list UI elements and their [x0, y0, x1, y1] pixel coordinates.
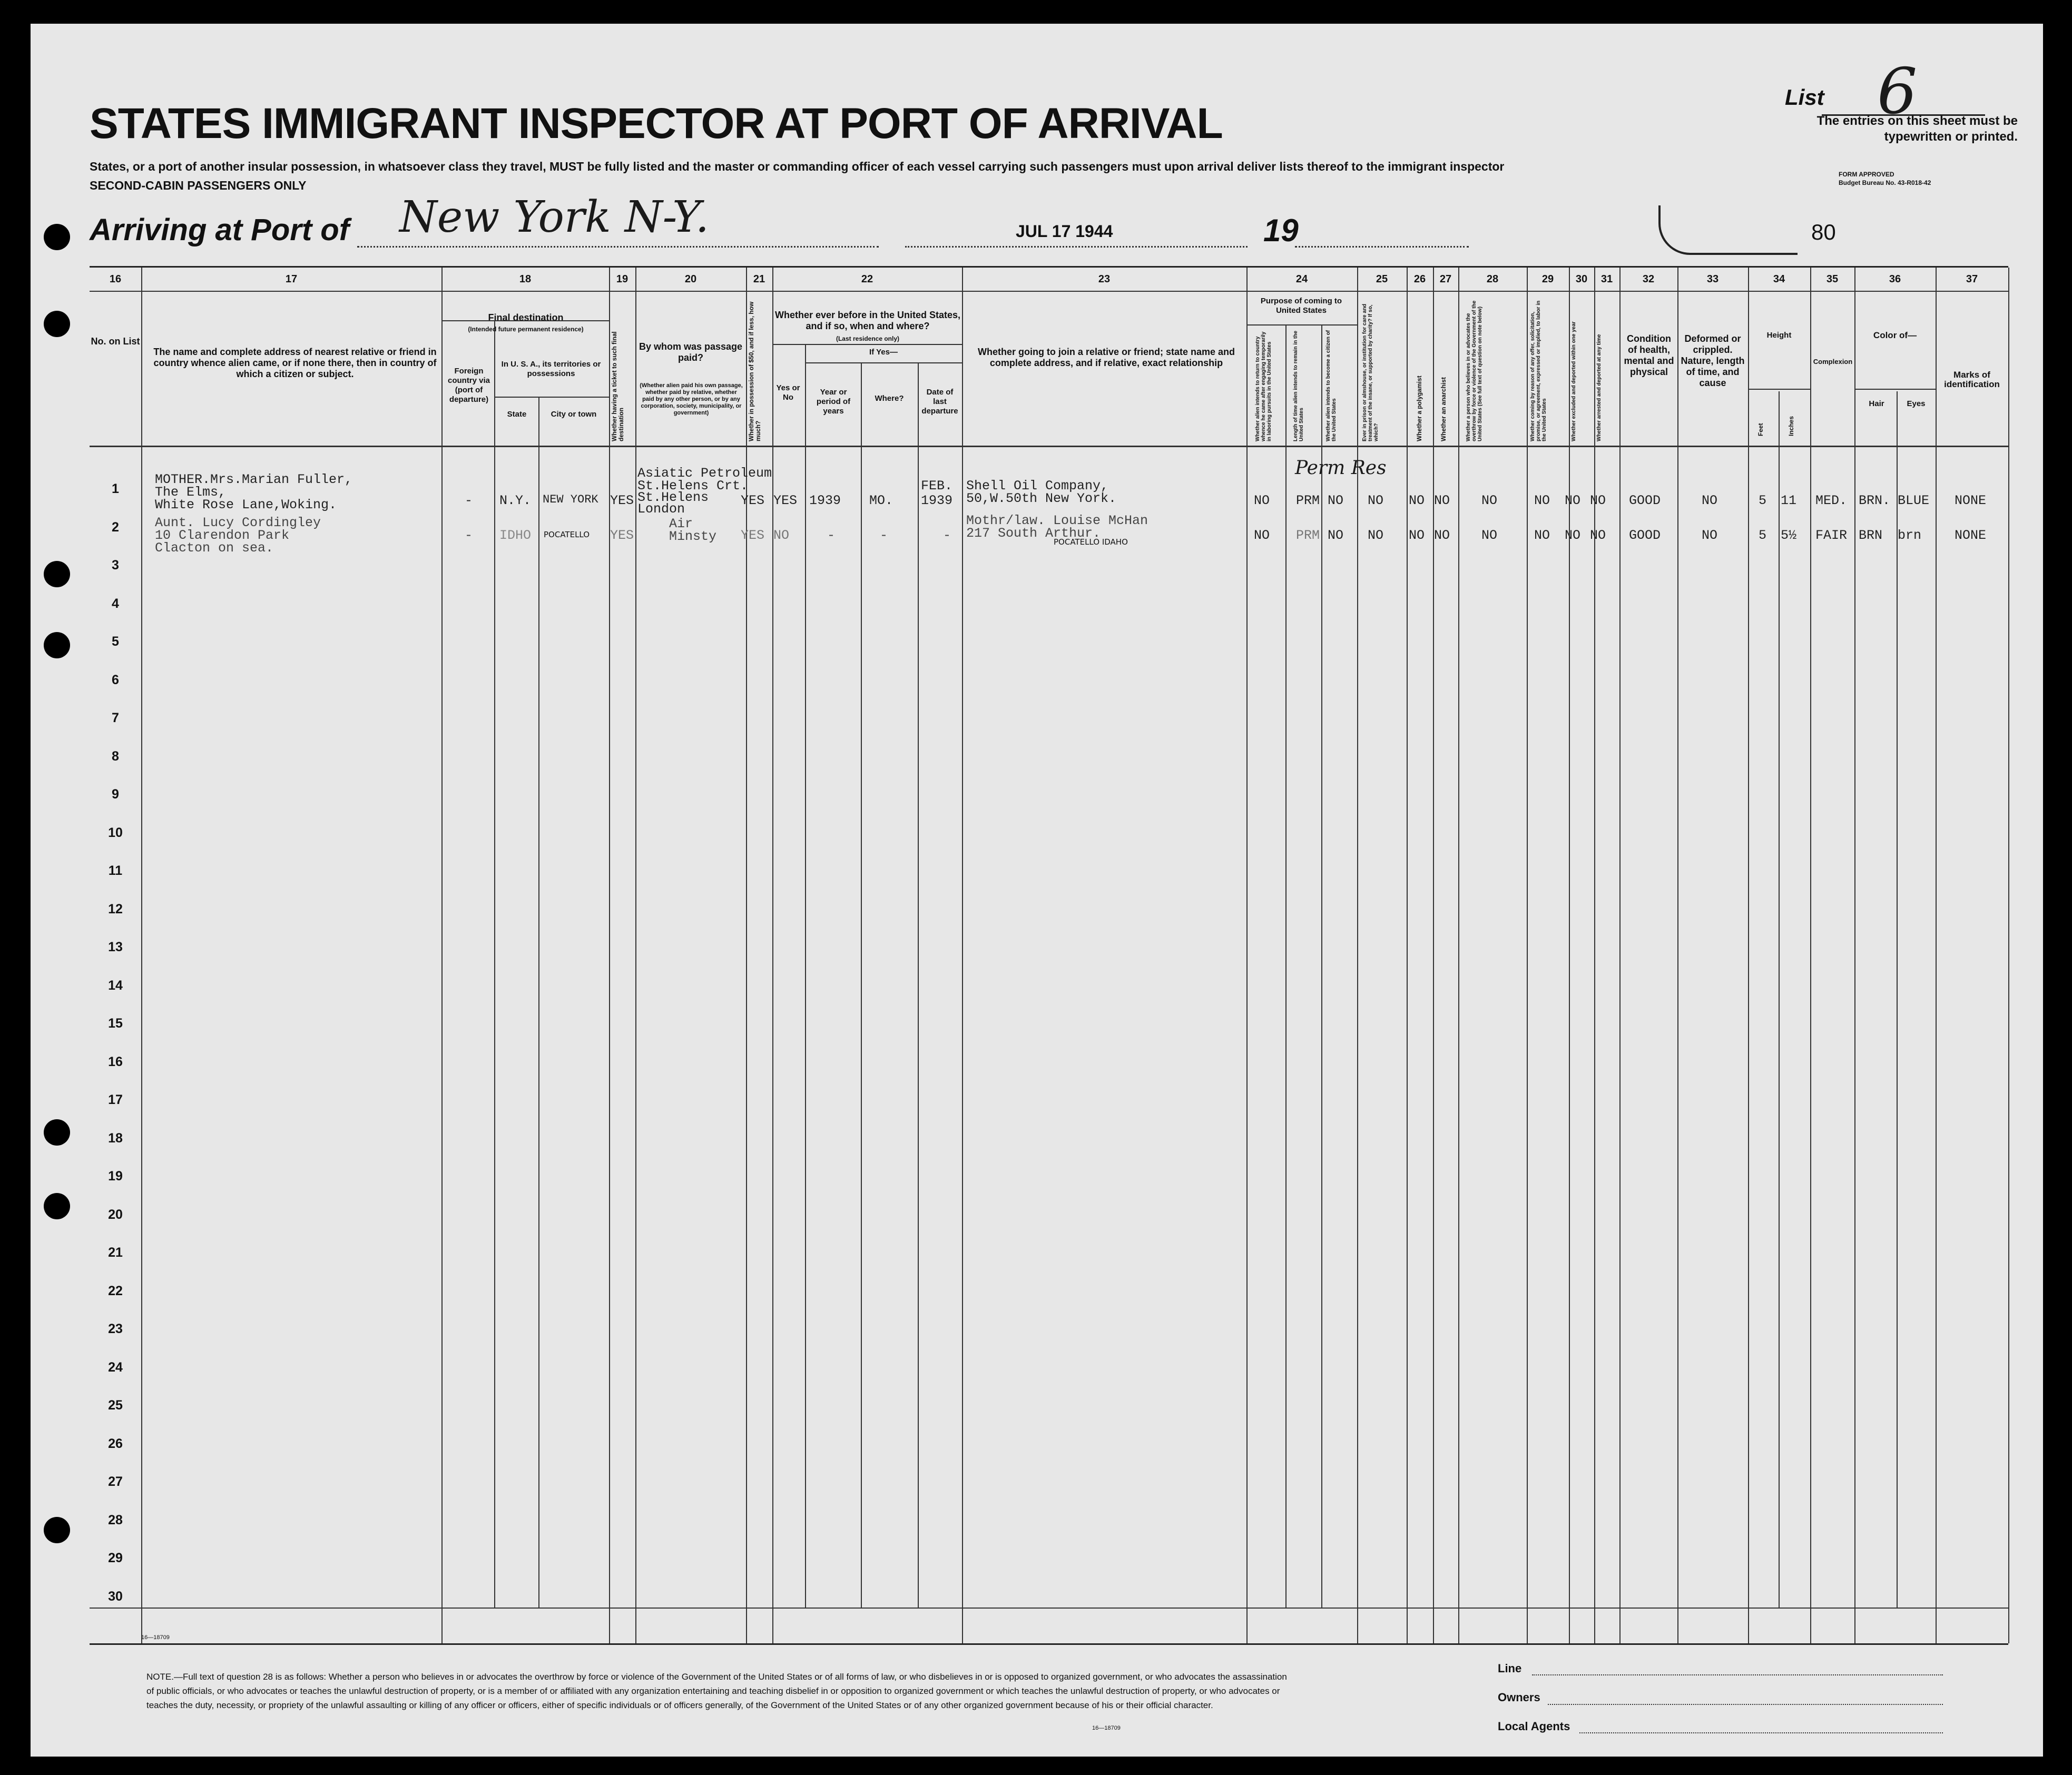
column-line — [1246, 268, 1248, 1643]
entry-2-joining-line-2: 217 South Arthur. — [966, 526, 1101, 541]
punch-hole — [44, 1517, 70, 1543]
entry-2-prison: NO — [1368, 528, 1384, 543]
hdr-passage-sub: (Whether alien paid his own passage, whether paid by relative, whether paid by any other person, or by any corporation, society, municipality, or government) — [640, 382, 743, 416]
entry-1-deformed: NO — [1702, 493, 1718, 508]
entry-1-purpose-handwritten: Perm Res — [1295, 457, 1387, 479]
date-stamp: JUL 17 1944 — [1016, 222, 1113, 241]
hdr-no-on-list: No. on List — [91, 336, 140, 347]
entry-1-q29: NO — [1534, 493, 1550, 508]
row-number: 27 — [108, 1474, 123, 1489]
entry-1-relative-line-2: The Elms, — [155, 485, 227, 500]
column-number: 16 — [109, 273, 122, 285]
pen-mark — [1658, 205, 1798, 255]
column-number: 28 — [1486, 273, 1499, 285]
form-code-table: 16—18709 — [141, 1634, 170, 1641]
port-value: New York N-Y. — [399, 192, 709, 242]
column-number: 30 — [1575, 273, 1588, 285]
entry-2-relative-line-1: Aunt. Lucy Cordingley — [155, 515, 321, 530]
entry-2-purpose-length: PRM — [1296, 528, 1320, 543]
entry-1-passage-line-2: St.Helens Crt. — [637, 478, 749, 494]
row-number: 12 — [108, 901, 123, 916]
row-number: 13 — [108, 940, 123, 954]
hdr-deformed: Deformed or crippled. Nature, length of time, and cause — [1681, 333, 1745, 388]
entry-2-marks: NONE — [1955, 528, 1987, 543]
punch-hole — [44, 632, 70, 658]
entry-2-foreign: - — [465, 528, 473, 543]
manifest-sheet — [31, 24, 2043, 1757]
row-number: 11 — [108, 863, 123, 878]
entry-2-purpose-citizen: NO — [1328, 528, 1344, 543]
row-number: 7 — [112, 711, 119, 725]
entry-2-q31: NO — [1590, 528, 1606, 543]
entry-1-q30: NO — [1565, 493, 1581, 508]
entry-1-purpose-citizen: NO — [1328, 493, 1344, 508]
entry-2-purpose-return: NO — [1254, 528, 1270, 543]
local-agents-label: Local Agents — [1498, 1720, 1570, 1733]
form-approved — [1839, 170, 1931, 187]
entry-1-inches: 11 — [1781, 493, 1797, 508]
entry-1-city: NEW YORK — [543, 493, 598, 506]
list-label: List — [1785, 85, 1824, 110]
entry-1-eyes: BLUE — [1898, 493, 1930, 508]
port-line — [357, 246, 879, 248]
row-number: 16 — [108, 1054, 123, 1069]
entry-2-departure: - — [943, 528, 951, 543]
passenger-count: 80 — [1811, 220, 1836, 244]
arriving-label: Arriving at Port of — [90, 213, 350, 247]
hdr-marks: Marks of identification — [1944, 370, 2000, 389]
punch-hole — [44, 1193, 70, 1219]
class-note: SECOND-CABIN PASSENGERS ONLY — [90, 179, 307, 192]
entry-2-q28: NO — [1481, 528, 1498, 543]
entry-2-ticket: YES — [610, 528, 634, 543]
entry-1-departure-year: 1939 — [921, 493, 953, 508]
entry-1-complexion: MED. — [1815, 493, 1848, 508]
form-code-footer: 16—18709 — [1092, 1725, 1121, 1731]
hdr-health: Condition of health, mental and physical — [1624, 333, 1674, 377]
entry-1-relative-line-3: White Rose Lane,Woking. — [155, 497, 337, 512]
entry-1-passage-line-4: London — [637, 501, 685, 517]
column-line — [1569, 268, 1570, 1643]
entry-1-anarchist: NO — [1434, 493, 1450, 508]
entry-2-q29: NO — [1534, 528, 1550, 543]
header-sub-divider — [1246, 324, 1357, 326]
column-line — [635, 268, 636, 1643]
row-number: 10 — [108, 825, 123, 840]
column-number: 21 — [753, 273, 765, 285]
column-number: 32 — [1642, 273, 1655, 285]
row-number: 28 — [108, 1512, 123, 1527]
entry-2-health: GOOD — [1629, 528, 1661, 543]
punch-hole — [44, 224, 70, 250]
header-sub-divider — [494, 397, 609, 398]
column-line — [1748, 268, 1749, 1643]
column-line — [609, 268, 610, 1643]
hdr-joining: Whether going to join a relative or friend; state name and complete address, and if relative, exact relationship — [977, 347, 1235, 368]
entry-2-polygamist: NO — [1409, 528, 1425, 543]
row-number: 22 — [108, 1283, 123, 1298]
manifest-table — [90, 266, 2008, 1645]
entry-2-passage-line-2: Minsty — [669, 529, 717, 544]
column-number: 34 — [1773, 273, 1785, 285]
entry-1-relative-line-1: MOTHER.Mrs.Marian Fuller, — [155, 472, 353, 487]
hdr-eyes: Eyes — [1907, 399, 1926, 408]
row-number: 2 — [112, 519, 119, 535]
header-sub-divider — [772, 344, 962, 345]
list-number: 6 — [1877, 55, 1918, 129]
body-bottom — [90, 1608, 2008, 1609]
entry-1-prison: NO — [1368, 493, 1384, 508]
hdr-inches: Inches — [1788, 416, 1795, 436]
sub-column-line — [1321, 326, 1322, 1608]
entry-1-where: MO. — [869, 493, 893, 508]
sub-column-line — [805, 344, 806, 1608]
row-number: 8 — [112, 748, 119, 764]
hdr-final-destination: Final destination — [488, 312, 564, 323]
hdr-ever-before: Whether ever before in the United States, and if so, when and where? — [774, 310, 961, 331]
entry-1-fifty: YES — [741, 493, 765, 508]
hdr-question-30: Whether excluded and deported within one year — [1571, 321, 1577, 441]
line-label: Line — [1498, 1662, 1522, 1675]
footnote-question-28: NOTE.—Full text of question 28 is as follows: Whether a person who believes in or advocates the overthrow by force or violence of the Government of the United States or of all forms of law, or who disbelieves in or is opposed to organized government, or who advocates the assassination of public officials, or who advocates or teaches the unlawful destruction of property, or is a member of or affiliated with any organization entertaining and teaching disbelief in or opposition to organized government or which teaches the unlawful destruction of property, or who advocates or teaches the duty, necessity, or propriety of the unlawful assaulting or killing of any officer or officers, either of specific individuals or of officers generally, of the Government of the United States or of any other organized government because of his or their official character. — [146, 1672, 1287, 1710]
column-number: 27 — [1439, 273, 1452, 285]
punch-hole — [44, 311, 70, 337]
sub-column-line — [538, 397, 539, 1608]
entry-1-health: GOOD — [1629, 493, 1661, 508]
column-line — [141, 268, 142, 1643]
hdr-state: State — [507, 410, 527, 419]
entry-1-departure-month: FEB. — [921, 478, 953, 494]
hdr-anarchist: Whether an anarchist — [1440, 377, 1447, 441]
hdr-final-destination-sub: (Intended future permanent residence) — [468, 326, 584, 333]
row-number: 26 — [108, 1436, 123, 1451]
row-number: 23 — [108, 1322, 123, 1336]
hdr-foreign-country: Foreign country via (port of departure) — [447, 367, 490, 404]
column-line — [1527, 268, 1528, 1643]
entry-2-deformed: NO — [1702, 528, 1718, 543]
row-number: 17 — [108, 1092, 123, 1107]
entry-2-feet: 5 — [1759, 528, 1767, 543]
hdr-complexion: Complexion — [1813, 358, 1853, 366]
column-number: 33 — [1706, 273, 1719, 285]
year-line — [1295, 246, 1469, 248]
hdr-prison: Ever in prison or almshouse, or institution for care and treatment of the insane, or supported by charity? If so, which? — [1362, 303, 1379, 441]
hdr-color-of: Color of— — [1873, 330, 1917, 340]
sub-column-line — [1285, 326, 1287, 1608]
entry-1-state: N.Y. — [499, 493, 532, 508]
hdr-purpose-citizen: Whether alien intends to become a citizen of the United States — [1325, 330, 1337, 441]
entry-1-q28: NO — [1481, 493, 1498, 508]
entry-2-year: - — [827, 528, 836, 543]
header-sub-divider — [805, 362, 962, 363]
entry-2-joining-line-1: Mothr/law. Louise McHan — [966, 513, 1148, 528]
column-line — [1594, 268, 1595, 1643]
hdr-question-28: Whether a person who believes in or advocates the overthrow by force or violence of the Government of the United States (See full text of question on note below) — [1466, 300, 1483, 441]
hdr-relative: The name and complete address of nearest relative or friend in country whence alien came, or if none there, then in country of which a citizen or subject. — [153, 347, 437, 379]
entry-1-joining-line-2: 50,W.50th New York. — [966, 491, 1117, 506]
entry-2-joining-line-3: POCATELLO IDAHO — [1054, 537, 1128, 547]
column-number: 25 — [1376, 273, 1388, 285]
header-sub-divider — [1854, 389, 1936, 390]
entry-2-relative-line-3: Clacton on sea. — [155, 540, 274, 556]
entry-1-hair: BRN. — [1859, 493, 1891, 508]
row-number: 3 — [112, 558, 119, 573]
column-number: 36 — [1889, 273, 1901, 285]
row-number: 1 — [112, 481, 119, 496]
column-line — [1936, 268, 1937, 1643]
hdr-polygamist: Whether a polygamist — [1416, 376, 1423, 441]
entry-1-marks: NONE — [1955, 493, 1987, 508]
hdr-fifty-dollars: Whether in possession of $50, and if less, how much? — [748, 301, 762, 441]
hdr-hair: Hair — [1869, 399, 1884, 408]
intro-text: States, or a port of another insular possession, in whatsoever class they travel, MUST be fully listed and the master or commanding officer of each vessel carrying such passengers must upon arrival deliver lists thereof to the immigrant inspector — [90, 160, 1505, 173]
row-number: 14 — [108, 978, 123, 993]
entry-1-purpose-return: NO — [1254, 493, 1270, 508]
owners-field — [1548, 1704, 1943, 1705]
row-number: 29 — [108, 1551, 123, 1565]
entry-1-passage-line-3: St.Helens — [637, 490, 709, 505]
local-agents-field — [1579, 1732, 1943, 1733]
date-line — [905, 246, 1248, 248]
hdr-year: Year or period of years — [816, 388, 851, 416]
row-number: 24 — [108, 1359, 123, 1375]
punch-hole — [44, 561, 70, 587]
column-number: 23 — [1098, 273, 1111, 285]
hdr-passage: By whom was passage paid? — [639, 341, 743, 363]
column-line — [1810, 268, 1811, 1643]
entry-2-passage-line-1: Air — [669, 516, 693, 531]
sub-column-line — [494, 320, 495, 1608]
hdr-ever-before-sub: (Last residence only) — [836, 335, 900, 342]
row-number: 20 — [108, 1207, 123, 1222]
entry-2-eyes: brn — [1898, 528, 1922, 543]
entry-1-q31: NO — [1590, 493, 1606, 508]
entry-2-hair: BRN — [1859, 528, 1883, 543]
header-bottom — [90, 446, 2008, 447]
entry-1-purpose-length: PRM — [1296, 493, 1320, 508]
row-number: 15 — [108, 1016, 123, 1031]
row-number: 6 — [112, 672, 119, 687]
column-line — [1677, 268, 1678, 1643]
entry-2-city: POCATELLO — [544, 530, 590, 539]
column-number: 29 — [1541, 273, 1554, 285]
entry-2-relative-line-2: 10 Clarendon Park — [155, 528, 290, 543]
row-number: 19 — [108, 1169, 123, 1184]
budget-bureau-number: Budget Bureau No. 43-R018-42 — [1839, 179, 1931, 186]
column-line — [1407, 268, 1408, 1643]
column-number: 31 — [1600, 273, 1613, 285]
row-number: 18 — [108, 1130, 123, 1146]
hdr-purpose-length: Length of time alien intends to remain in the United States — [1293, 330, 1304, 441]
entry-1-passage-line-1: Asiatic Petroleum — [637, 466, 772, 481]
hdr-in-usa: In U. S. A., its territories or possessions — [501, 360, 601, 378]
sub-column-line — [918, 362, 919, 1608]
header-divider — [90, 291, 2008, 292]
column-line — [441, 268, 443, 1643]
column-number: 19 — [616, 273, 629, 285]
entry-1-year: 1939 — [809, 493, 841, 508]
hdr-purpose-return: Whether alien intends to return to country whence he came after engaging temporarily in laboring pursuits in the United States — [1255, 331, 1272, 441]
column-line — [962, 268, 963, 1643]
row-number: 25 — [108, 1398, 123, 1413]
hdr-height: Height — [1766, 331, 1792, 340]
page-title: STATES IMMIGRANT INSPECTOR AT PORT OF ARRIVAL — [90, 100, 1223, 147]
owners-label: Owners — [1498, 1691, 1540, 1704]
column-number: 26 — [1413, 273, 1426, 285]
entry-1-joining-line-1: Shell Oil Company, — [966, 478, 1109, 494]
entry-1-feet: 5 — [1759, 493, 1767, 508]
entry-2-state: IDHO — [499, 528, 532, 543]
column-number: 18 — [519, 273, 532, 285]
column-number: 37 — [1966, 273, 1978, 285]
entry-2-complexion: FAIR — [1815, 528, 1848, 543]
year-label: 19 — [1263, 213, 1299, 248]
sub-column-line — [861, 362, 862, 1608]
entry-2-where: - — [880, 528, 888, 543]
column-line — [2008, 268, 2009, 1643]
column-number: 24 — [1295, 273, 1308, 285]
line-field — [1532, 1674, 1943, 1675]
entry-2-inches: 5½ — [1781, 528, 1797, 543]
row-number: 21 — [108, 1245, 123, 1260]
hdr-city: City or town — [551, 410, 597, 419]
hdr-question-29: Whether coming by reason of any offer, solicitation, promise, or agreement, expressed or implied, to labor in the United States — [1530, 300, 1547, 441]
sub-column-line — [1779, 391, 1780, 1608]
column-number: 35 — [1826, 273, 1839, 285]
entries-note: The entries on this sheet must be typewritten or printed. — [1816, 114, 2018, 144]
header-sub-divider — [1748, 389, 1810, 390]
entry-1-foreign: - — [465, 493, 473, 508]
hdr-purpose: Purpose of coming to United States — [1260, 297, 1342, 315]
entry-2-q30: NO — [1565, 528, 1581, 543]
row-number: 30 — [108, 1589, 123, 1604]
row-number: 4 — [112, 596, 119, 611]
column-line — [1854, 268, 1855, 1643]
entry-2-before: NO — [773, 528, 790, 543]
column-line — [1619, 268, 1621, 1643]
hdr-question-31: Whether arrested and deported at any time — [1596, 334, 1602, 441]
form-approved-label: FORM APPROVED — [1839, 171, 1894, 178]
column-number: 22 — [861, 273, 873, 285]
hdr-ticket: Whether having a ticket to such final destination — [611, 331, 625, 441]
column-number: 17 — [285, 273, 298, 285]
hdr-yes-no: Yes or No — [776, 383, 800, 402]
entry-2-anarchist: NO — [1434, 528, 1450, 543]
hdr-feet: Feet — [1757, 423, 1764, 436]
entry-1-ticket: YES — [610, 493, 634, 508]
column-line — [1458, 268, 1459, 1643]
entry-1-polygamist: NO — [1409, 493, 1425, 508]
hdr-if-yes: If Yes— — [869, 348, 898, 357]
column-number: 20 — [684, 273, 697, 285]
hdr-where: Where? — [875, 394, 904, 403]
sub-column-line — [1897, 391, 1898, 1608]
column-line — [1433, 268, 1434, 1643]
header-sub-divider — [441, 320, 609, 321]
entry-2-fifty: YES — [741, 528, 765, 543]
row-number: 5 — [112, 634, 119, 649]
punch-hole — [44, 1119, 70, 1146]
column-line — [772, 268, 773, 1643]
entry-1-before: YES — [773, 493, 798, 508]
hdr-date-departure: Date of last departure — [921, 388, 958, 416]
row-number: 9 — [112, 787, 119, 802]
